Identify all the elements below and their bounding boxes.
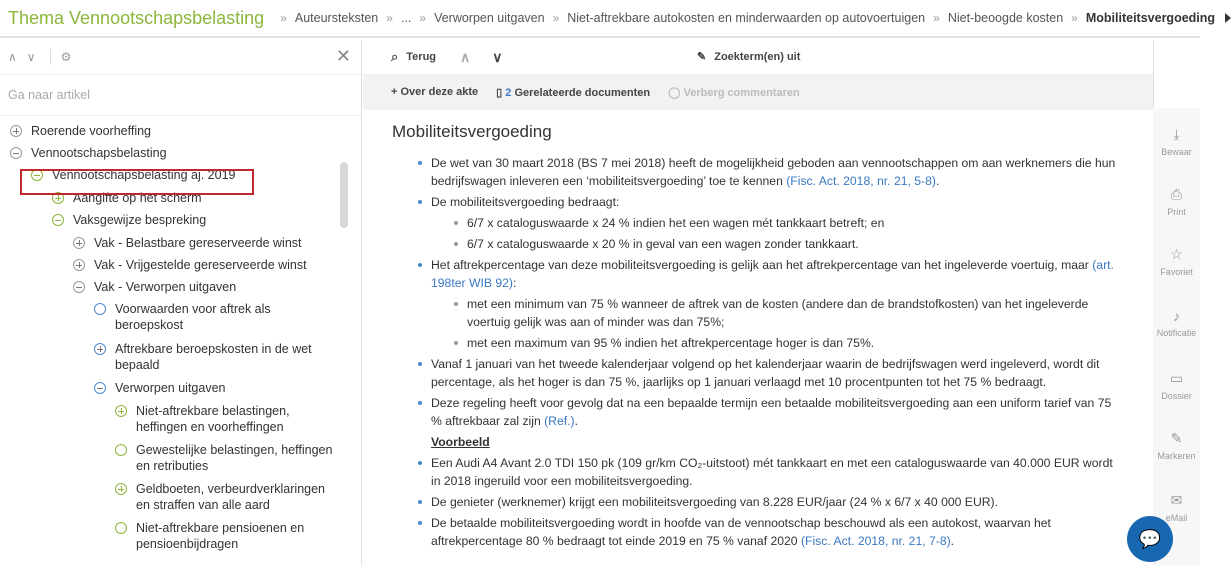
- breadcrumb-separator: »: [386, 11, 393, 25]
- notification-button[interactable]: [1153, 308, 1200, 338]
- paragraph-text: Een Audi A4 Avant 2.0 TDI 150 pk (109 gr/km CO₂-uitstoot) mét tankkaart en met een cataloguswaarde van 40.000 EUR wordt in 2018 ingeruild voor een mobiliteitsvergoeding.: [431, 456, 1113, 488]
- expand-icon[interactable]: [115, 405, 127, 417]
- tree-item[interactable]: [73, 257, 307, 273]
- breadcrumb-bar: [0, 0, 1216, 38]
- favorite-button[interactable]: [1153, 246, 1200, 277]
- toc-tree: [0, 116, 361, 551]
- list-item: De wet van 30 maart 2018 (BS 7 mei 2018) heeft de mogelijkheid geboden aan vennootschappen om aan werknemers die hun bedrijfswagen inleveren een ‘mobiliteitsvergoeding’ toe te kennen (Fisc. Act. 2018, nr. 21, 5-8).: [392, 154, 1123, 190]
- paragraph-text: Vanaf 1 januari van het tweede kalenderjaar volgend op het kalenderjaar waarin de bedrijfswagen werd ingeleverd, wordt dit percentage, als het hoger is dan 75 %, jaarlijks op 1 januari verlaagd met 10 procentpunten tot het 75 % bedraagt.: [431, 357, 1100, 389]
- search-terms-label: Zoekterm(en) uit: [714, 50, 801, 63]
- action-rail: [1153, 108, 1200, 565]
- circle-icon: [94, 303, 106, 315]
- tree-item[interactable]: [94, 380, 226, 396]
- related-documents-button[interactable]: [496, 86, 650, 99]
- tree-item-label: Vak - Belastbare gereserveerde winst: [94, 236, 302, 250]
- breadcrumb-item[interactable]: Niet-aftrekbare autokosten en minderwaarden op autovoertuigen: [567, 11, 926, 25]
- list-item: Deze regeling heeft voor gevolg dat na een bepaalde termijn een betaalde mobiliteitsvergoeding aan een uniform tarief van 75 % aftrekbaar zal zijn (Ref.).: [392, 394, 1123, 430]
- play-icon[interactable]: [1225, 13, 1231, 23]
- marker-icon: ✎: [1170, 430, 1183, 446]
- scrollbar[interactable]: [340, 162, 348, 228]
- expand-icon[interactable]: [73, 237, 85, 249]
- paragraph-text: De mobiliteitsvergoeding bedraagt:: [431, 195, 620, 209]
- chat-icon: 💬: [1138, 528, 1162, 549]
- pencil-icon: ✎: [697, 51, 707, 63]
- document-subtoolbar: [363, 74, 1153, 110]
- list-item: [392, 214, 1123, 232]
- chat-button[interactable]: [1127, 516, 1173, 562]
- email-label: eMail: [1165, 513, 1188, 523]
- breadcrumb-separator: »: [552, 11, 560, 25]
- breadcrumb-separator: »: [280, 11, 287, 25]
- rail-header: [1153, 40, 1200, 108]
- divider: [50, 49, 51, 65]
- tree-item-label: Niet-aftrekbare pensioenen en pensioenbijdragen: [136, 521, 305, 551]
- paragraph-text: De betaalde mobiliteitsvergoeding wordt in hoofde van de vennootschap beschouwd als een autokost, waarvan het aftrekpercentage 80 % bedraagt tot einde 2019 en 75 % vanaf 2020: [431, 516, 1051, 548]
- paragraph-text: 6/7 x cataloguswaarde x 24 % indien het een wagen mét tankkaart betreft; en: [467, 216, 885, 230]
- tree-item[interactable]: [115, 520, 315, 552]
- list-item: [392, 454, 1123, 490]
- tree-item-label: Voorwaarden voor aftrek als beroepskost: [115, 302, 271, 332]
- paragraph-text: De wet van 30 maart 2018 (BS 7 mei 2018) heeft de mogelijkheid geboden aan vennootschappen om aan werknemers die hun bedrijfswagen inleveren een ‘mobiliteitsvergoeding’ toe te kennen: [431, 156, 1116, 188]
- paragraph-text: Het aftrekpercentage van deze mobiliteitsvergoeding is gelijk aan het aftrekpercentage van het ingeleverde voertuig, maar: [431, 258, 1093, 272]
- example-heading: Voorbeeld: [431, 435, 490, 449]
- breadcrumb-item[interactable]: ...: [400, 11, 412, 25]
- collapse-icon[interactable]: [73, 281, 85, 293]
- tree-item-label: Vak - Verworpen uitgaven: [94, 280, 237, 294]
- notification-label: Notificatie: [1156, 328, 1197, 338]
- list-item: [392, 334, 1123, 352]
- paragraph-text: met een minimum van 75 % wanneer de aftrek van de kosten (andere dan de brandstofkosten) van het ingeleverde voertuig gelijk was aan of minder was dan 75%;: [467, 297, 1089, 329]
- dossier-button[interactable]: [1153, 370, 1200, 401]
- collapse-icon[interactable]: [52, 214, 64, 226]
- about-deed-button[interactable]: [391, 86, 478, 98]
- folder-icon: ▭: [1169, 370, 1184, 386]
- save-icon: ⤓: [1173, 126, 1180, 142]
- related-count: 2: [505, 86, 512, 99]
- breadcrumb-item[interactable]: Verworpen uitgaven: [434, 11, 545, 25]
- tree-item[interactable]: [115, 403, 315, 435]
- highlight-label: Markeren: [1157, 451, 1196, 461]
- list-item: [392, 295, 1123, 331]
- goto-article-input[interactable]: Ga naar artikel: [0, 74, 361, 116]
- article-title: Mobiliteitsvergoeding: [392, 122, 552, 141]
- tree-item[interactable]: [94, 301, 279, 333]
- bell-icon: ♪: [1173, 308, 1180, 324]
- related-label: Gerelateerde documenten: [514, 86, 651, 99]
- tree-item[interactable]: [94, 341, 314, 373]
- tree-item-label: Aftrekbare beroepskosten in de wet bepaald: [115, 342, 312, 372]
- breadcrumb-item[interactable]: Auteursteksten: [294, 11, 379, 25]
- breadcrumb-item[interactable]: Niet-beoogde kosten: [947, 11, 1064, 25]
- gear-icon[interactable]: ⚙: [60, 50, 72, 64]
- chevron-down-icon[interactable]: ∨: [26, 50, 36, 64]
- collapse-icon[interactable]: [10, 147, 22, 159]
- search-icon[interactable]: ⌕: [391, 49, 399, 64]
- tree-item-label: Verworpen uitgaven: [115, 381, 226, 395]
- selection-highlight: [20, 169, 254, 195]
- paragraph-text: Deze regeling heeft voor gevolg dat na een bepaalde termijn een betaalde mobiliteitsvergoeding aan een uniform tarief van 75 % aftrekbaar zal zijn: [431, 396, 1112, 428]
- list-item: [392, 355, 1123, 391]
- tree-item[interactable]: [10, 145, 167, 161]
- print-icon: ⎙: [1170, 186, 1183, 202]
- dossier-label: Dossier: [1161, 391, 1192, 401]
- save-label: Bewaar: [1161, 147, 1192, 157]
- back-button[interactable]: Terug: [406, 51, 437, 63]
- tree-item[interactable]: [115, 442, 335, 474]
- document-icon: ▯: [496, 86, 506, 99]
- tree-item-label: Vennootschapsbelasting: [31, 146, 167, 160]
- reference-link[interactable]: (Fisc. Act. 2018, nr. 21, 7-8): [800, 534, 951, 548]
- reference-link[interactable]: (art. 198ter WIB 92): [431, 258, 1114, 290]
- tree-item[interactable]: [52, 212, 206, 228]
- about-deed-label: Over deze akte: [400, 86, 479, 98]
- circle-icon: [115, 444, 127, 456]
- search-terms-toggle[interactable]: [697, 50, 800, 63]
- reference-link[interactable]: (Ref.): [544, 414, 575, 428]
- hide-comments-button[interactable]: [668, 86, 800, 99]
- favorite-label: Favoriet: [1160, 267, 1193, 277]
- save-button[interactable]: [1153, 126, 1200, 157]
- tree-item[interactable]: [10, 123, 151, 139]
- breadcrumb-current: Mobiliteitsvergoeding: [1085, 11, 1216, 25]
- chevron-up-icon[interactable]: ∧: [460, 48, 471, 65]
- tree-item-label: Gewestelijke belastingen, heffingen en retributies: [136, 443, 333, 473]
- circle-icon: [115, 522, 127, 534]
- list-item: De betaalde mobiliteitsvergoeding wordt in hoofde van de vennootschap beschouwd als een autokost, waarvan het aftrekpercentage 80 % bedraagt tot einde 2019 en 75 % vanaf 2020 (Fisc. Act. 2018, nr. 21, 7-8).: [392, 514, 1123, 550]
- collapse-icon[interactable]: [94, 382, 106, 394]
- document-toolbar: [363, 40, 1153, 74]
- tree-item-label: Geldboeten, verbeurdverklaringen en straffen van alle aard: [136, 482, 326, 512]
- plus-icon: +: [391, 86, 401, 98]
- breadcrumb-separator: »: [419, 11, 427, 25]
- breadcrumb-separator: »: [933, 11, 940, 25]
- article-body: [363, 110, 1153, 550]
- paragraph-text: De genieter (werknemer) krijgt een mobiliteitsvergoeding van 8.228 EUR/jaar (24 % x 6/7 x 40 000 EUR).: [431, 495, 998, 509]
- toc-panel: [0, 40, 362, 565]
- tree-item-label: Roerende voorheffing: [31, 124, 151, 138]
- toc-toolbar: [0, 40, 361, 74]
- mail-icon: ✉: [1170, 492, 1183, 508]
- expand-icon[interactable]: [94, 343, 106, 355]
- expand-icon[interactable]: [115, 483, 127, 495]
- chevron-down-icon[interactable]: ∨: [492, 48, 503, 65]
- tree-item-label: Vak - Vrijgestelde gereserveerde winst: [94, 258, 307, 272]
- highlight-button[interactable]: [1153, 430, 1200, 461]
- paragraph-text: 6/7 x cataloguswaarde x 20 % in geval van een wagen zonder tankkaart.: [467, 237, 859, 251]
- tree-item[interactable]: [115, 481, 335, 513]
- app-title[interactable]: Thema Vennootschapsbelasting: [8, 7, 265, 28]
- list-item: [392, 493, 1123, 511]
- reference-link[interactable]: (Fisc. Act. 2018, nr. 21, 5-8): [786, 174, 936, 188]
- star-icon: ☆: [1170, 246, 1183, 262]
- expand-icon[interactable]: [10, 125, 22, 137]
- comment-icon: ◯: [668, 86, 684, 99]
- document-pane: [363, 40, 1153, 565]
- print-label: Print: [1167, 207, 1186, 217]
- chevron-up-icon[interactable]: ∧: [8, 50, 17, 64]
- tree-item[interactable]: [73, 235, 302, 251]
- list-item: Het aftrekpercentage van deze mobiliteitsvergoeding is gelijk aan het aftrekpercentage van het ingeleverde voertuig, maar (art. 198ter WIB 92):: [392, 256, 1123, 292]
- tree-item-label: Vaksgewijze bespreking: [73, 213, 207, 227]
- breadcrumb-separator: »: [1071, 11, 1078, 25]
- tree-item-label: Niet-aftrekbare belastingen, heffingen en voorheffingen: [136, 404, 290, 434]
- tree-item-label: Aangifte op het scherm: [73, 191, 202, 205]
- list-item: [392, 193, 1123, 211]
- close-icon[interactable]: ✕: [335, 46, 351, 66]
- paragraph-text: met een maximum van 95 % indien het aftrekpercentage hoger is dan 75%.: [467, 336, 875, 350]
- expand-icon[interactable]: [73, 259, 85, 271]
- tree-item-label: Vennootschapsbelasting aj. 2019: [52, 168, 236, 182]
- hide-comments-label: Verberg commentaren: [683, 86, 800, 99]
- tree-item[interactable]: [73, 279, 236, 295]
- list-item: [392, 235, 1123, 253]
- print-button[interactable]: [1153, 186, 1200, 217]
